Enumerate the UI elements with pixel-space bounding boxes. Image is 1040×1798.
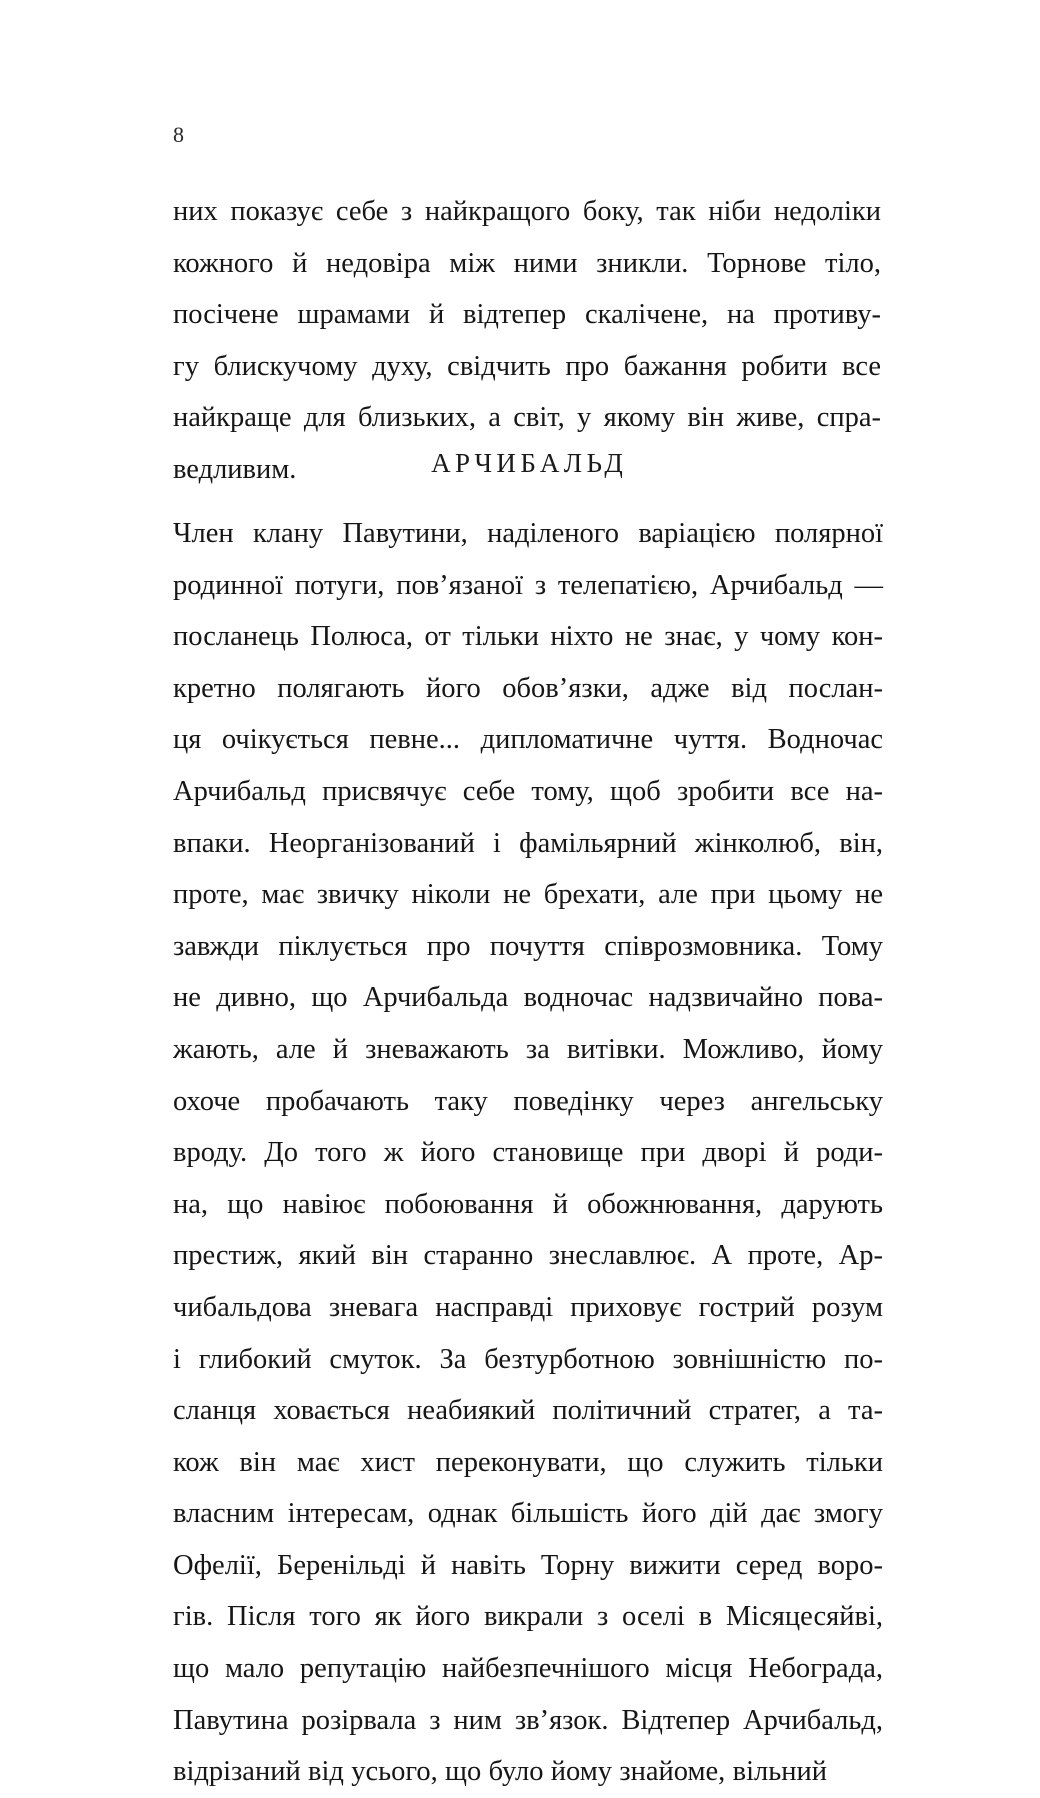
text-line: кожного й недовіра між ними зникли. Торнове тіло, [173,247,881,279]
page-number: 8 [173,122,185,147]
text-line: кож він має хист переконувати, що служить тільки [173,1446,883,1478]
text-line: найкраще для близьких, а світ, у якому він живе, спра- [173,402,881,434]
text-line: власним інтересам, однак більшість його дій дає змогу [173,1498,883,1530]
text-line: охоче пробачають таку поведінку через ангельську [173,1085,883,1117]
text-line: чибальдова зневага насправді приховує гострий розум [173,1291,883,1323]
text-line: сланця ховається неабиякий політичний стратег, а та- [173,1395,883,1427]
text-line: ця очікується певне... дипломатичне чуття. Водночас [173,724,883,756]
text-line: гів. Після того як його викрали з оселі в Місяцесяйві, [173,1601,883,1633]
text-line: них показує себе з найкращого боку, так ніби недоліки [173,196,881,227]
text-line: престиж, який він старанно знеславлює. А проте, Ар- [173,1240,883,1272]
text-line: відрізаний від усього, що було йому знайоме, вільний [173,1756,827,1788]
section-heading: АРЧИБАЛЬД [431,448,628,478]
text-line: Член клану Павутини, наділеного варіацією полярної [173,518,883,549]
paragraph-2-block [173,508,883,1798]
text-line: що мало репутацію найбезпечнішого місця Небограда, [173,1653,883,1685]
paragraph-2 [173,508,883,1798]
text-line: впаки. Неорганізований і фамільярний жінколюб, він, [173,827,883,859]
text-line: кретно полягають його обов’язки, адже від послан- [173,672,883,704]
text-line: і глибокий смуток. За безтурботною зовнішністю по- [173,1343,883,1375]
text-line: посланець Полюса, от тільки ніхто не знає, у чому кон- [173,621,883,653]
text-line: Павутина розірвала з ним зв’язок. Відтепер Арчибальд, [173,1704,883,1736]
text-line: Арчибальд присвячує себе тому, щоб зробити все на- [173,775,883,807]
text-line: проте, має звичку ніколи не брехати, але при цьому не [173,879,883,911]
text-line: не дивно, що Арчибальда водночас надзвичайно пова- [173,982,883,1014]
text-line: завжди піклується про почуття співрозмовника. Тому [173,930,883,962]
text-line: ведливим. [173,453,297,485]
text-line: Офелії, Беренільді й навіть Торну вижити серед воро- [173,1549,883,1581]
text-line: гу блискучому духу, свідчить про бажання робити все [173,350,881,382]
text-line: жають, але й зневажають за витівки. Можливо, йому [173,1033,883,1065]
text-line: на, що навіює побоювання й обожнювання, дарують [173,1188,883,1220]
text-line: родинної потуги, пов’язаної з телепатією, Арчибальд — [173,569,883,601]
text-line: вроду. До того ж його становище при дворі й роди- [173,1137,883,1169]
text-line: посічене шрамами й відтепер скалічене, на противу- [173,299,881,331]
